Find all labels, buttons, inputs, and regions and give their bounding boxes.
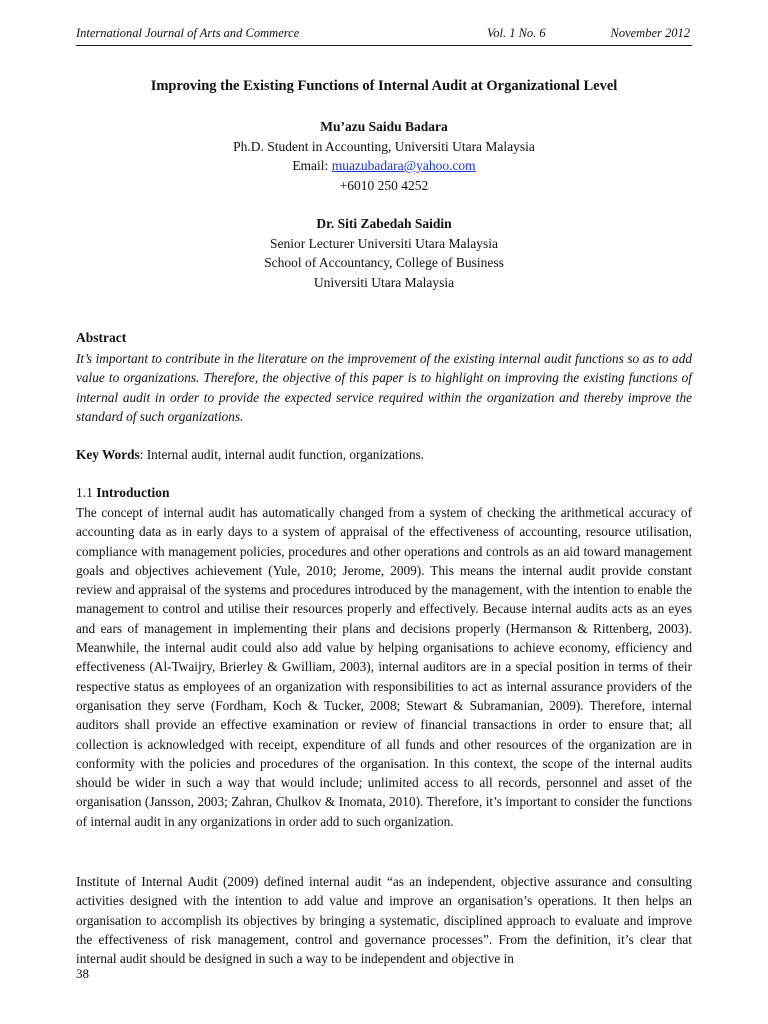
keywords-label: Key Words bbox=[76, 447, 140, 462]
body-paragraph: The concept of internal audit has automatically changed from a system of checking the arithmetical accuracy of accounting data as in early days to a system of appraisal of the effectiveness of accounting, resource utilisation, compliance with management policies, procedures and other operations and controls as an aid toward management goals and objectives achievement (Yule, 2010; Jerome, 2009). This means the internal audit provide constant review and appraisal of the systems and procedures introduced by the management, with the intention to enable the management to control and utilise their resources properly and effectively. Because internal audits acts as an eyes and ears of management in implementing their plans and decisions properly (Hermanson & Rittenberg, 2003). Meanwhile, the internal audit could also add value by helping organisations to achieve economy, efficiency and effectiveness (Al-Twaijry, Brierley & Gwilliam, 2003), internal auditors are in a special position in terms of their respective status as employees of an organization with responsibilities to act as internal assurance providers of the organisation they serve (Fordham, Koch & Tucker, 2008; Stewart & Subramanian, 2009). Therefore, internal auditors shall provide an effective examination or review of financial transactions in order to ensure that; all collection is acknowledged with receipt, expenditure of all funds and other resources of the organization are in conformity with the policies and procedures of the organisation. In this context, the scope of the internal audits should be wider in such a way that would include; unlimited access to all records, personnel and asset of the organisation (Jansson, 2003; Zahran, Chulkov & Inomata, 2010). Therefore, it’s important to consider the functions of internal audit in any organizations in order add to such organization. bbox=[76, 505, 692, 829]
author-block-1 bbox=[76, 117, 692, 195]
abstract-heading: Abstract bbox=[76, 330, 127, 345]
author-phone: +6010 250 4252 bbox=[339, 177, 429, 193]
issue-date: November 2012 bbox=[610, 26, 690, 40]
volume-number: Vol. 1 No. 6 bbox=[487, 26, 546, 40]
keywords-text: : Internal audit, internal audit function, organizations. bbox=[139, 447, 425, 462]
section-title: Introduction bbox=[96, 485, 170, 500]
author-school: School of Accountancy, College of Business bbox=[264, 255, 504, 270]
paper-title: Improving the Existing Functions of Internal Audit at Organizational Level bbox=[150, 78, 618, 94]
abstract-text: It’s important to contribute in the literature on the improvement of the existing internal audit functions so as to add value to organizations. Therefore, the objective of this paper is to highlight on improving the existing functions of internal audit in order to provide the expected service required within the organization and thereby improve the standard of such organizations. bbox=[76, 351, 692, 424]
author-name: Mu’azu Saidu Badara bbox=[320, 119, 448, 134]
section-heading bbox=[76, 485, 170, 501]
page-number: 38 bbox=[76, 966, 89, 981]
author-email-line bbox=[76, 156, 692, 176]
keywords-line bbox=[76, 445, 692, 464]
author-block-2 bbox=[76, 214, 692, 292]
email-link[interactable]: muazubadara@yahoo.com bbox=[331, 158, 476, 173]
running-header bbox=[76, 25, 692, 46]
author-university: Universiti Utara Malaysia bbox=[313, 274, 455, 290]
body-paragraph: Institute of Internal Audit (2009) defined internal audit “as an independent, objective assurance and consulting activities designed with the intention to add value and improve an organisation’s operations. It then helps an organisation to accomplish its objectives by bringing a systematic, disciplined approach to evaluate and improve the effectiveness of risk management, control and governance processes”. From the definition, it’s clear that internal audit should be designed in such a way to be independent and objective in bbox=[76, 874, 692, 967]
email-label: Email: bbox=[292, 158, 332, 173]
journal-name: International Journal of Arts and Commerce bbox=[76, 26, 300, 40]
section-number: 1.1 bbox=[76, 485, 97, 500]
author-affiliation: Ph.D. Student in Accounting, Universiti Utara Malaysia bbox=[233, 138, 535, 154]
author-name: Dr. Siti Zabedah Saidin bbox=[316, 216, 452, 231]
author-position: Senior Lecturer Universiti Utara Malaysia bbox=[270, 235, 498, 251]
